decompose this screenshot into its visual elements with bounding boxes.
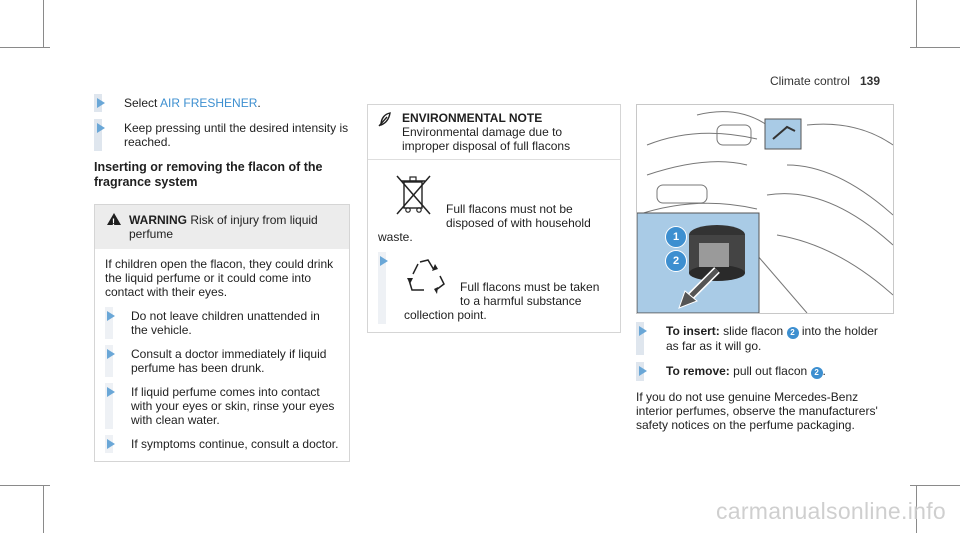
flacon-illustration (636, 104, 894, 314)
figure-callout-2: 2 (665, 250, 687, 272)
step-arrow-icon (97, 123, 105, 133)
genuine-perfume-note: If you do not use genuine Mercedes-Benz interior perfumes, observe the manufacturers' safety notices on the perfume packaging. (636, 390, 878, 432)
recycle-item: Full flacons must be taken to a harmful substance collection point. (378, 254, 610, 322)
crop-mark (43, 0, 44, 48)
environmental-note-box (367, 104, 621, 333)
step-arrow-icon (380, 256, 388, 266)
warning-header: ! WARNING Risk of injury from liquid perfume (95, 205, 349, 249)
environment-leaf-icon (378, 111, 392, 127)
crop-mark (0, 47, 50, 48)
warning-item: Do not leave children unattended in the vehicle. (105, 309, 339, 337)
column-left (94, 96, 350, 462)
air-freshener-link[interactable]: AIR FRESHENER (160, 96, 258, 110)
section-title: Climate control (769, 74, 850, 88)
step-select: Select AIR FRESHENER. (94, 96, 350, 110)
step-arrow-icon (639, 326, 647, 336)
callout-badge: 2 (811, 367, 823, 379)
step-arrow-icon (107, 349, 115, 359)
column-right (636, 324, 892, 432)
figure-callout-1: 1 (665, 226, 687, 248)
crop-mark (916, 0, 917, 48)
crop-mark (43, 485, 44, 533)
warning-item: If symptoms continue, consult a doctor. (105, 437, 339, 451)
warning-triangle-icon: ! (107, 213, 121, 225)
step-arrow-icon (639, 366, 647, 376)
page-header (770, 74, 880, 88)
watermark: carmanualsonline.info (715, 498, 946, 524)
step-insert: To insert: slide flacon 2 into the holder as far as it will go. (636, 324, 892, 353)
page-number: 139 (859, 74, 880, 88)
warning-body: If children open the flacon, they could drink the liquid perfume or it could come into contact with their eyes. Do not leave children unattended in the vehicle. Consult a doctor immediately if liquid perfume has been drunk. If liquid perfume comes into contact with your eyes or skin, rinse your eyes with clean water. If symptoms continue, consult a doctor. (105, 257, 339, 451)
warning-item: Consult a doctor immediately if liquid perfume has been drunk. (105, 347, 339, 375)
step-keep-pressing: Keep pressing until the desired intensity is reached. (94, 121, 350, 149)
car-interior-drawing (637, 105, 893, 313)
callout-badge: 2 (787, 327, 799, 339)
crop-mark (910, 485, 960, 486)
step-arrow-icon (97, 98, 105, 108)
step-arrow-icon (107, 387, 115, 397)
step-arrow-icon (107, 439, 115, 449)
step-remove: To remove: pull out flacon 2 . (636, 364, 892, 379)
crop-mark (0, 485, 50, 486)
warning-box (94, 204, 350, 462)
warning-item: If liquid perfume comes into contact with your eyes or skin, rinse your eyes with clean water. (105, 385, 339, 427)
crop-mark (910, 47, 960, 48)
step-arrow-icon (107, 311, 115, 321)
environmental-note-header: ENVIRONMENTAL NOTE Environmental damage due to improper disposal of full flacons (368, 105, 620, 160)
column-middle (367, 104, 621, 333)
environmental-note-body: Full flacons must not be disposed of with household waste. Full flacons must be taken to a harmful substance collection point. (368, 160, 620, 332)
section-heading: Inserting or removing the flacon of the fragrance system (94, 160, 323, 189)
recycle-icon (404, 256, 448, 296)
crossed-bin-icon (392, 172, 436, 218)
